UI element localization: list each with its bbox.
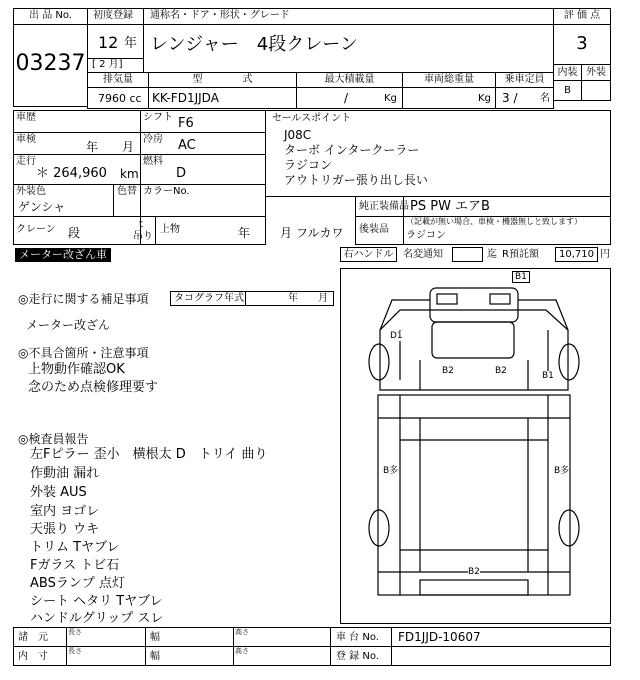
damage-mark: B2 — [442, 366, 454, 376]
height-label: 高さ — [235, 628, 249, 636]
defect-item: 上物動作確認OK — [28, 362, 125, 377]
aftermarket-label: 後装品 — [359, 224, 389, 235]
color-no-label2: カラーNo. — [143, 186, 190, 197]
length-label: 長さ — [68, 628, 82, 636]
damage-mark: B2 — [495, 366, 507, 376]
right-handle-label: 右ハンドル — [343, 249, 394, 260]
sales-point-item: アウトリガー張り出し長い — [284, 173, 428, 187]
crane-ton-unit: t — [139, 219, 143, 230]
chassis-label: 車 台 No. — [336, 632, 379, 643]
naisu-label: 内 寸 — [18, 651, 48, 662]
inspection-label: 車検 — [16, 134, 36, 145]
width-label: 幅 — [150, 651, 160, 662]
fuel: D — [176, 166, 187, 181]
shift: F6 — [178, 116, 194, 131]
tacho-month-unit: 月 — [318, 293, 328, 304]
inspector-item: 室内 ヨゴレ — [30, 504, 100, 519]
model-name-label: 通称名・ドア・形状・グレード — [150, 10, 290, 21]
displacement: 7960 cc — [98, 92, 142, 105]
capacity: 3 / — [502, 91, 518, 105]
interior-score: B — [564, 85, 571, 96]
driving-text: メーター改ざん — [26, 318, 111, 332]
damage-mark: B多 — [554, 466, 570, 476]
inspection-month-unit: 月 — [122, 140, 135, 154]
score-label: 評 価 点 — [563, 10, 601, 21]
tacho-year-unit: 年 — [288, 293, 298, 304]
reg-label: 登 録 No. — [336, 651, 379, 662]
shosa-label: 諸 元 — [18, 632, 48, 643]
inspector-item: 天張り ウキ — [30, 522, 100, 537]
inspector-item: ABSランプ 点灯 — [30, 576, 125, 591]
history-label: 車歴 — [16, 112, 36, 123]
displacement-label: 排気量 — [103, 74, 133, 85]
max-load-unit: Kg — [384, 93, 397, 104]
equipment-label: 純正装備品 — [359, 201, 409, 212]
mileage-label: 走行 — [16, 156, 36, 167]
lot-no: 03237 — [15, 51, 86, 76]
sales-point-item: ターボ インタークーラー — [284, 143, 420, 157]
gross-weight-unit: Kg — [478, 93, 491, 104]
shift-label: シフト — [143, 112, 173, 123]
inspector-item: シート ヘタリ Tヤブレ — [30, 594, 163, 609]
damage-mark: B多 — [383, 466, 399, 476]
first-reg-year: 12 — [98, 33, 119, 52]
r-estimate-label: R預託額 — [502, 249, 539, 260]
crane-stage-unit: 段 — [68, 226, 81, 240]
tacho-label: タコグラフ年式 — [174, 293, 244, 304]
driving-title: ◎走行に関する補足事項 — [18, 292, 149, 306]
cutoff-label: 迄 — [487, 249, 497, 260]
model-code-label: 型 式 — [192, 74, 253, 85]
mileage: ＊ 264,960 — [36, 166, 107, 181]
mileage-unit: km — [120, 167, 139, 181]
damage-mark: D1 — [390, 331, 403, 341]
defect-item: 念のため点検修理要す — [28, 380, 159, 395]
max-load: / — [344, 91, 349, 105]
first-reg-label: 初度登録 — [93, 10, 133, 21]
upper-label: 上物 — [160, 224, 180, 235]
year-unit: 年 — [124, 36, 138, 51]
inspector-item: Fガラス トビ石 — [30, 558, 120, 573]
inspector-item: ハンドルグリップ スレ — [30, 611, 164, 626]
aftermarket-value: ラジコン — [406, 230, 446, 241]
capacity-unit: 名 — [540, 93, 550, 104]
max-load-label: 最大積載量 — [324, 74, 375, 85]
name-change-label: 名変通知 — [403, 249, 443, 260]
inspector-item: トリム Tヤブレ — [30, 540, 120, 555]
gross-weight-label: 車両総重量 — [424, 74, 474, 85]
exterior-label: 外装 — [586, 67, 606, 78]
inspector-title: ◎検査員報告 — [18, 432, 89, 446]
inspection-year-unit: 年 — [86, 140, 99, 154]
inspector-item: 外装 AUS — [30, 485, 87, 500]
inspector-item: 左Fピラー 歪小 横根太 D トリイ 曲り — [30, 447, 268, 462]
sales-points-label: セールスポイント — [272, 113, 352, 124]
ac: AC — [178, 138, 196, 153]
aftermarket-note: （記載が無い場合、車検・機器無しと致します） — [406, 217, 582, 226]
ext-color: ゲンシャ — [18, 200, 66, 214]
crane-lift-label: 吊り — [133, 231, 153, 242]
ext-color-label: 外装色 — [16, 186, 46, 197]
damage-mark: B2 — [468, 567, 480, 577]
upper-maker: フルカワ — [296, 226, 344, 240]
sales-point-item: ラジコン — [284, 158, 333, 172]
height-label: 高さ — [235, 647, 249, 655]
r-unit: 円 — [600, 249, 610, 260]
sales-point-item: J08C — [284, 128, 312, 142]
lot-no-label: 出 品 No. — [29, 10, 72, 21]
fuel-label: 燃料 — [143, 156, 163, 167]
upper-year-unit: 年 — [238, 226, 251, 240]
equipment-value: PS PW エアB — [410, 199, 490, 214]
width-label: 幅 — [150, 632, 160, 643]
length-label: 長さ — [68, 647, 82, 655]
interior-label: 内装 — [557, 67, 578, 78]
score: 3 — [576, 33, 588, 54]
first-reg-month: [ 2 月] — [92, 59, 123, 70]
model-code: KK-FD1JJDA — [152, 91, 219, 105]
r-estimate: 10,710 — [559, 249, 594, 260]
crane-label: クレーン — [16, 224, 56, 235]
inspector-item: 作動油 漏れ — [30, 466, 100, 481]
color-no-label: 色替 — [117, 186, 137, 197]
capacity-label: 乗車定員 — [504, 74, 545, 85]
defects-title: ◎不具合箇所・注意事項 — [18, 346, 149, 360]
model-name: レンジャー 4段クレーン — [150, 34, 358, 55]
damage-mark: B1 — [512, 271, 530, 283]
damage-mark: B1 — [542, 371, 554, 381]
upper-month-unit: 月 — [280, 226, 293, 240]
chassis-no: FD1JJD-10607 — [398, 630, 481, 644]
ac-label: 冷房 — [143, 134, 163, 145]
tampered-meter-badge: メーター改ざん車 — [15, 248, 111, 262]
